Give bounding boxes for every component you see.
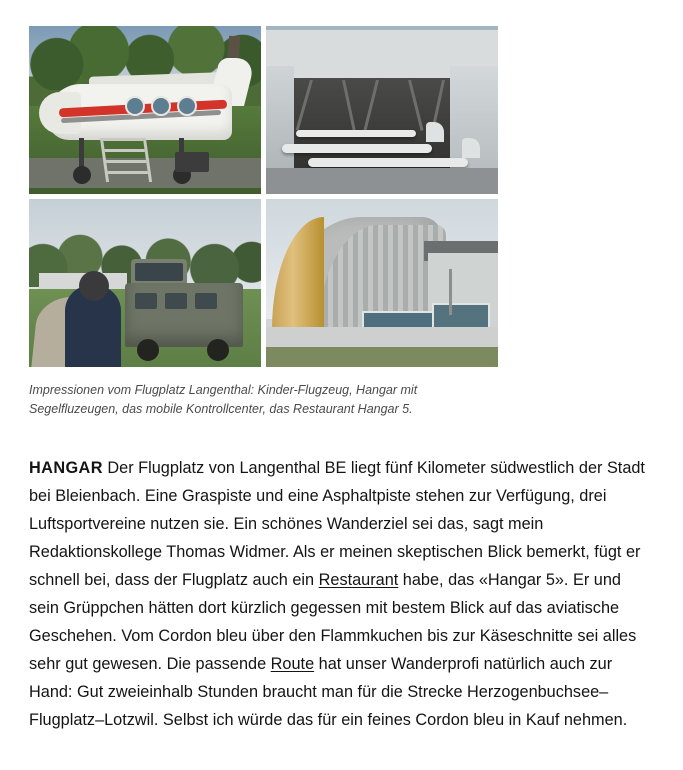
photo-kinder-flugzeug[interactable]	[29, 26, 261, 194]
article-body	[29, 454, 654, 734]
glider-wing	[296, 130, 416, 137]
grass-strip	[266, 347, 498, 367]
airplane-window	[177, 96, 197, 116]
van-window	[135, 293, 157, 309]
airplane-window	[151, 96, 171, 116]
photo-mobiles-kontrollcenter[interactable]	[29, 199, 261, 367]
person-head	[79, 271, 109, 301]
photo-hangar-segelflugzeuge[interactable]	[266, 26, 498, 194]
airplane-window	[125, 96, 145, 116]
flag-pole	[449, 269, 452, 315]
route-link[interactable]: Route	[270, 654, 315, 673]
van-window	[165, 293, 187, 309]
concrete-base	[266, 327, 498, 349]
photo-restaurant-hangar-5[interactable]	[266, 199, 498, 367]
paragraph-part-1: Der Flugplatz von Langenthal BE liegt fünf Kilometer südwestlich der Stadt bei Bleienbach. Eine Graspiste und eine Asphaltpiste stehen zur Verfügung, drei Luftsportvereine nutzen sie. Ein schönes Wanderziel sei das, sagt mein Redaktionskollege Thomas Widmer. Als er meinen skeptischen Blick bemerkt, fügt er schnell bei, dass der Flugplatz auch ein	[29, 458, 645, 589]
boarding-ladder	[100, 138, 152, 182]
info-sign	[175, 152, 209, 172]
hangar-floor	[266, 168, 498, 194]
van-wheel	[137, 339, 159, 361]
article-container	[29, 26, 654, 734]
glider-wing	[282, 144, 432, 153]
glider-wing	[308, 158, 468, 167]
photo-grid	[29, 26, 498, 367]
van-wheel	[207, 339, 229, 361]
glider-tail	[462, 138, 480, 158]
control-cabin-window	[135, 263, 183, 281]
paragraph-part-3: hat unser Wanderprofi natürlich auch zur Hand: Gut zweieinhalb Stunden braucht man für die Strecke Herzogenbuchsee–Flugplatz–Lotzwil. Selbst ich würde das für ein feines Cordon bleu in Kauf nehmen.	[29, 654, 628, 729]
photo-caption: Impressionen vom Flugplatz Langenthal: Kinder-Flugzeug, Hangar mit Segelfluzeugen, das mobile Kontrollcenter, das Restaurant Hangar 5.	[29, 383, 418, 417]
paragraph-part-2: habe, das «Hangar 5». Er und sein Grüppchen hätten dort kürzlich gegessen mit bestem Blick auf das aviatische Geschehen. Vom Cordon bleu über den Flammkuchen bis zur Käseschnitte sei alles sehr gut gewesen. Die passende	[29, 570, 637, 673]
landing-gear-wheel	[73, 166, 91, 184]
restaurant-link[interactable]: Restaurant	[318, 570, 399, 589]
lead-word: HANGAR	[29, 458, 103, 477]
glider-tail	[426, 122, 444, 142]
van-window	[195, 293, 217, 309]
